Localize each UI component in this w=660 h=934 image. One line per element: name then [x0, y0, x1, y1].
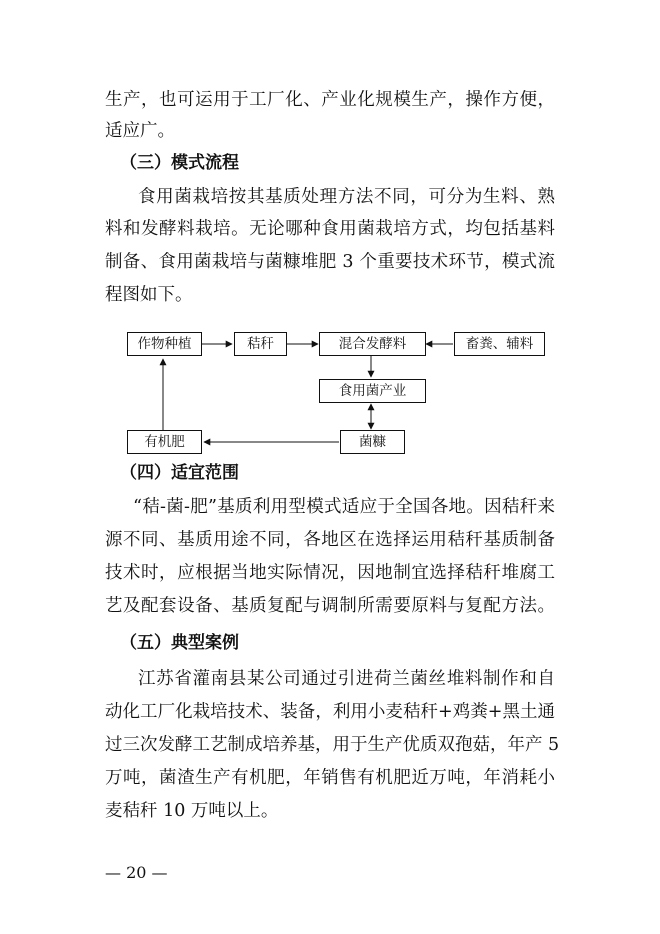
node-edible-fungi-industry: 食用菌产业: [319, 379, 426, 403]
paragraph-line: 麦秸秆 10 万吨以上。: [105, 801, 279, 821]
paragraph-line: 制备、食用菌栽培与菌糠堆肥 3 个重要技术环节，模式流: [105, 252, 555, 272]
node-mixed-fermentation: 混合发酵料: [319, 332, 426, 356]
paragraph-line: 料和发酵料栽培。无论哪种食用菌栽培方式，均包括基料: [105, 219, 555, 239]
paragraph-line: 动化工厂化栽培技术、装备，利用小麦秸秆+鸡粪+黑土通: [105, 702, 555, 722]
node-crop-planting: 作物种植: [127, 332, 202, 356]
paragraph-line: 过三次发酵工艺制成培养基，用于生产优质双孢菇，年产 5: [105, 735, 560, 755]
paragraph-line: 万吨，菌渣生产有机肥，年销售有机肥近万吨，年消耗小: [105, 768, 555, 788]
paragraph-line: 江苏省灌南县某公司通过引进荷兰菌丝堆料制作和自: [138, 669, 555, 689]
section-heading-3: （三）模式流程: [120, 153, 239, 173]
paragraph-line: 源不同、基质用途不同，各地区在选择运用秸秆基质制备: [105, 530, 555, 550]
paragraph-line: 食用菌栽培按其基质处理方法不同，可分为生料、熟: [138, 187, 555, 207]
page-number: — 20 —: [105, 863, 168, 882]
paragraph-line: 适应广。: [105, 121, 175, 141]
paragraph-line: 生产，也可运用于工厂化、产业化规模生产，操作方便，: [105, 90, 555, 110]
node-organic-fertilizer: 有机肥: [127, 430, 202, 454]
section-heading-5: （五）典型案例: [120, 633, 239, 653]
node-manure-auxiliary: 畜粪、辅料: [454, 332, 545, 356]
paragraph-line: 程图如下。: [105, 285, 193, 305]
section-heading-4: （四）适宜范围: [120, 463, 239, 483]
paragraph-line: 技术时，应根据当地实际情况，因地制宜选择秸秆堆腐工: [105, 563, 555, 583]
node-spent-substrate: 菌糠: [340, 430, 405, 454]
paragraph-line: “秸-菌-肥”基质利用型模式适应于全国各地。因秸秆来: [133, 497, 555, 517]
paragraph-line: 艺及配套设备、基质复配与调制所需要原料与复配方法。: [105, 596, 555, 616]
node-straw: 秸秆: [234, 332, 287, 356]
